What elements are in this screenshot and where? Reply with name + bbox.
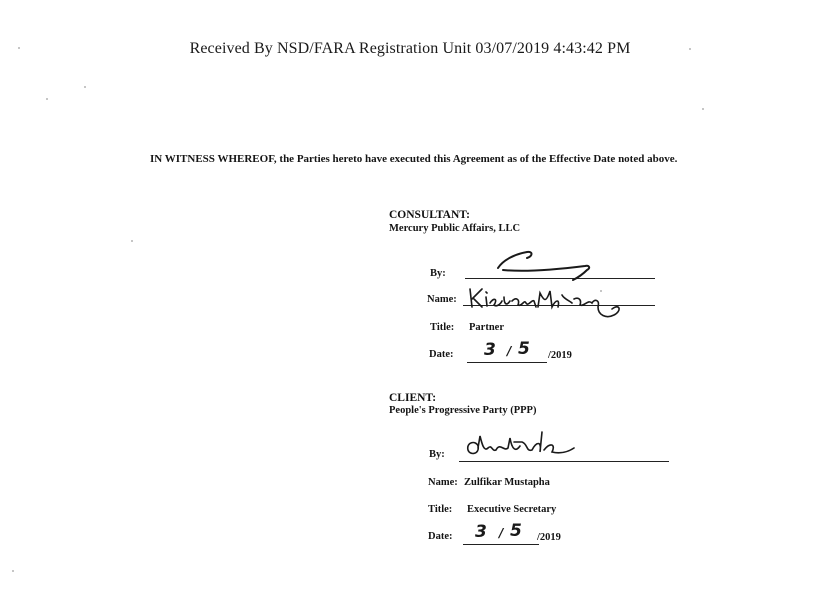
consultant-date-label: Date: — [429, 349, 454, 360]
scan-speck — [12, 570, 14, 572]
consultant-by-label: By: — [430, 268, 446, 279]
client-signature-stroke — [468, 432, 574, 453]
consultant-signature-stroke — [498, 252, 589, 280]
client-date-year: /2019 — [537, 532, 561, 543]
consultant-date-year: /2019 — [548, 350, 572, 361]
client-date-sep: / — [499, 526, 504, 540]
scan-speck — [702, 108, 704, 110]
witness-body: the Parties hereto have executed this Agreement as of the Effective Date noted above. — [279, 153, 678, 165]
consultant-date-line — [467, 362, 547, 363]
received-stamp — [0, 40, 820, 58]
consultant-date-day: 5 — [518, 339, 530, 359]
received-text: Received By NSD/FARA Registration Unit 03/07/2019 4:43:42 PM — [189, 40, 631, 57]
client-signature — [462, 430, 582, 464]
client-name-label: Name: — [428, 477, 458, 488]
consultant-heading: CONSULTANT: — [389, 209, 470, 221]
witness-lead: IN WITNESS WHEREOF, — [150, 153, 277, 165]
scan-speck — [131, 240, 133, 242]
witness-paragraph — [150, 153, 690, 166]
consultant-title-value: Partner — [469, 322, 504, 333]
consultant-title-label: Title: — [430, 322, 455, 333]
consultant-name-label: Name: — [427, 294, 457, 305]
client-name-value: Zulfikar Mustapha — [464, 477, 550, 488]
client-date-day: 5 — [510, 521, 522, 541]
client-date-month: 3 — [475, 522, 487, 542]
client-by-label: By: — [429, 449, 445, 460]
client-title-value: Executive Secretary — [467, 504, 557, 515]
consultant-company: Mercury Public Affairs, LLC — [389, 223, 521, 234]
scan-speck — [84, 86, 86, 88]
consultant-signature — [493, 246, 613, 286]
scan-speck — [46, 98, 48, 100]
consultant-date-sep: / — [507, 344, 512, 358]
client-heading: CLIENT: — [389, 392, 437, 404]
client-date-line — [463, 544, 539, 545]
consultant-name-stroke — [470, 289, 619, 317]
client-company: People's Progressive Party (PPP) — [389, 405, 537, 416]
consultant-name-handwriting — [466, 285, 636, 323]
consultant-date-month: 3 — [484, 340, 496, 360]
client-title-label: Title: — [428, 504, 453, 515]
client-date-label: Date: — [428, 531, 453, 542]
